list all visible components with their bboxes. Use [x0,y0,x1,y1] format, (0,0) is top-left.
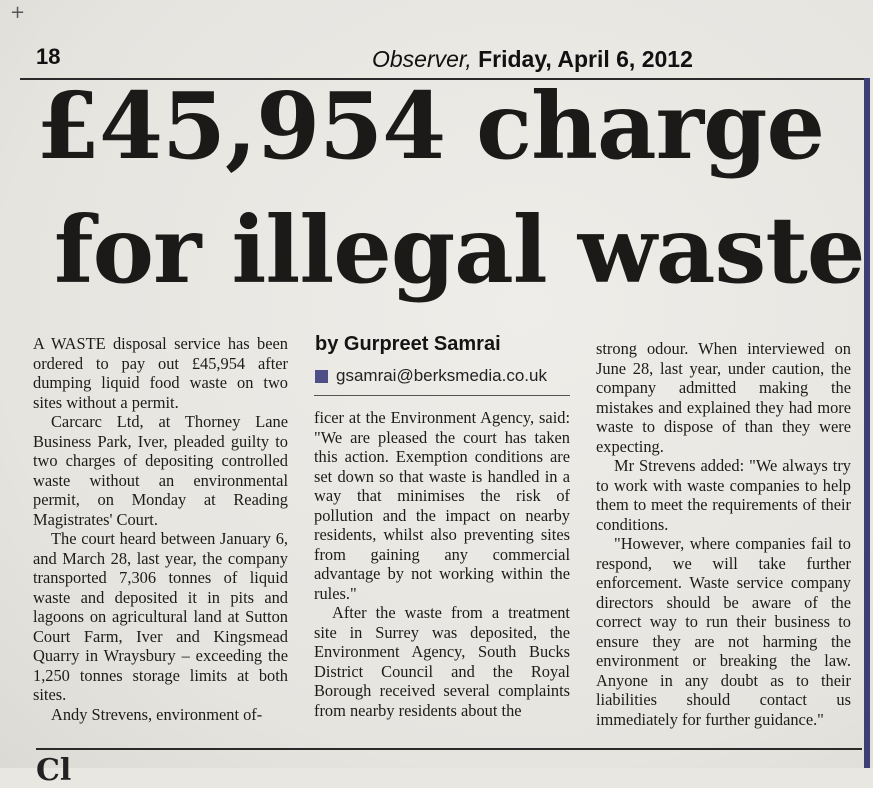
article-column-3 [596,339,851,729]
article-column-1 [33,334,288,724]
paragraph: The court heard between January 6, and March 28, last year, the company transported 7,306 tonnes of liquid waste and deposited it in pits and lagoons on agricultural land at Sutton Court Farm, Iver and Kingsmead Quarry in Wraysbury – exceeding the 1,250 tonnes storage limits at both sites. [33,529,288,704]
paragraph: "However, where companies fail to respond, we will take further enforcement. Waste service company directors should be aware of the correct way to run their business to ensure they are not harming the environment or breaking the law. Anyone in any doubt as to their liabilities should contact us immediately for further guidance." [596,534,851,729]
publication-date: Friday, April 6, 2012 [478,46,693,72]
email-address[interactable]: gsamrai@berksmedia.co.uk [336,366,547,385]
paragraph: Mr Strevens added: "We always try to work with waste companies to help them to meet the requirements of their conditions. [596,456,851,534]
paragraph: After the waste from a treatment site in Surrey was deposited, the Environment Agency, South Bucks District Council and the Royal Borough received several complaints from nearby residents about the [314,603,570,720]
masthead [372,46,693,73]
publication-name: Observer, [372,46,472,72]
byline: by Gurpreet Samrai [315,333,501,355]
byline-rule [314,395,570,396]
accent-bar [864,78,870,768]
author-email[interactable] [315,366,547,386]
page-number: 18 [36,44,61,69]
bottom-rule [36,748,862,750]
paragraph: strong odour. When interviewed on June 28, last year, under caution, the company admitted making the mistakes and explained they had more waste to dispose of than they were expecting. [596,339,851,456]
headline-line-1: £45,954 charge [36,72,824,180]
crop-mark: + [10,2,26,23]
article-column-2 [314,408,570,720]
headline-line-2: for illegal waste [54,196,865,304]
paragraph: Andy Strevens, environment of- [51,704,263,724]
paragraph: ficer at the Environment Agency, said: "We are pleased the court has taken this action. Exemption conditions are set down so that waste is handled in a way that minimises the risk of pollution and the impact on nearby residents, whilst also preventing sites from gaining any commercial advantage by not working within the rules." [314,408,570,603]
paragraph: Carcarc Ltd, at Thorney Lane Business Park, Iver, pleaded guilty to two charges of depositing controlled waste without an environmental permit, on Monday at Reading Magistrates' Court. [33,412,288,529]
next-article-headline: Cl [36,753,72,788]
paragraph: A WASTE disposal service has been ordered to pay out £45,954 after dumping liquid food waste on two sites without a permit. [33,334,288,412]
email-square-icon [315,370,328,383]
